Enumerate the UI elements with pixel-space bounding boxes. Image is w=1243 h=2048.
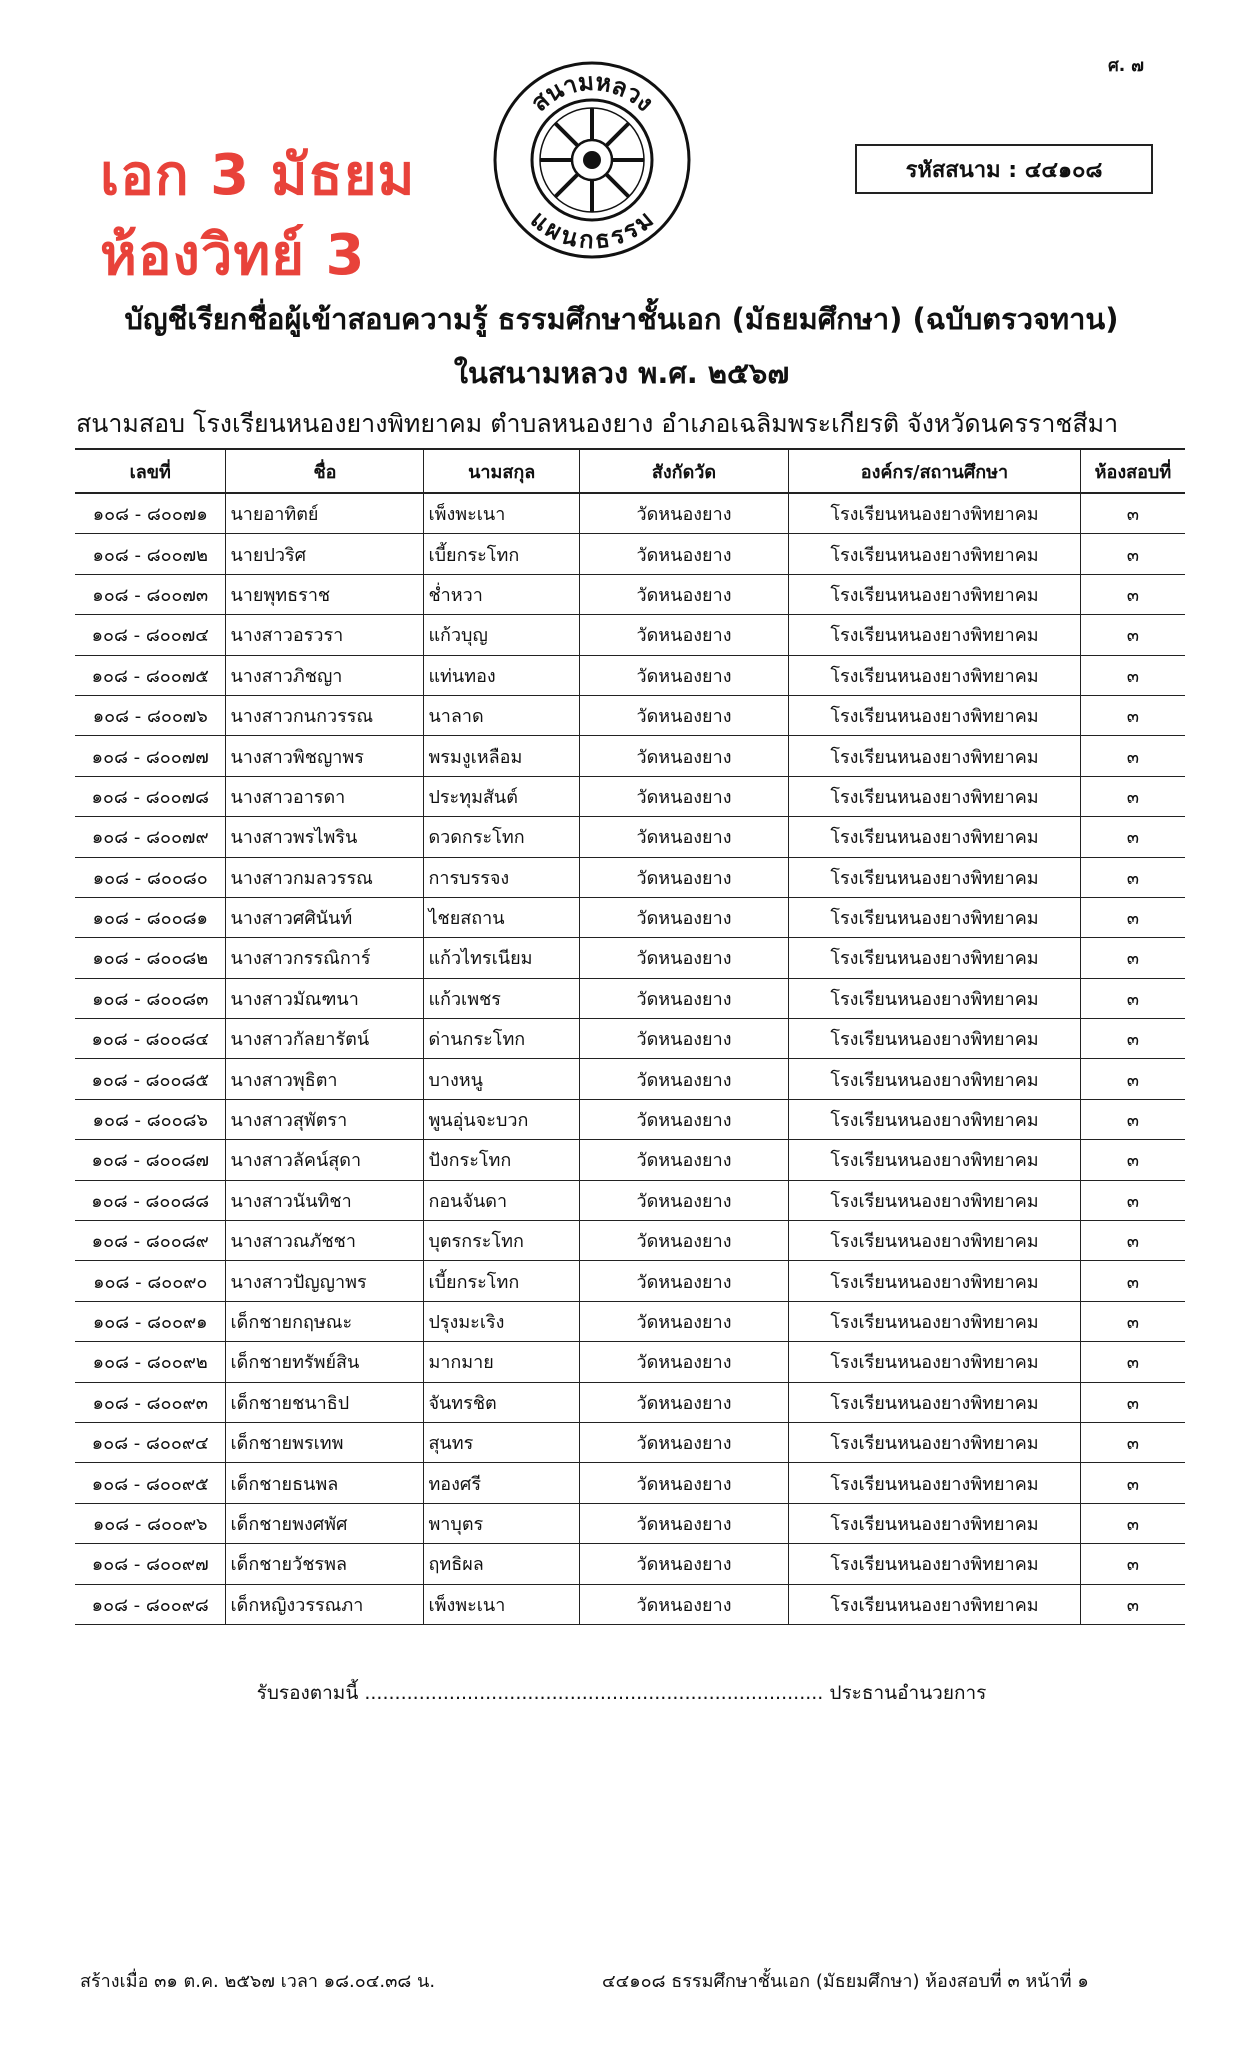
cell-temple: วัดหนองยาง <box>579 1059 788 1099</box>
cell-first-name: นายปวริศ <box>226 534 424 574</box>
cell-temple: วัดหนองยาง <box>579 1019 788 1059</box>
cell-last-name: พาบุตร <box>424 1503 580 1543</box>
table-row <box>75 1544 1185 1584</box>
cell-last-name: พูนอุ่นจะบวก <box>424 1099 580 1139</box>
cell-exam-room: ๓ <box>1080 1059 1185 1099</box>
cell-organization: โรงเรียนหนองยางพิทยาคม <box>789 1503 1081 1543</box>
cell-exam-room: ๓ <box>1080 655 1185 695</box>
dharma-wheel-seal-icon <box>492 60 692 260</box>
cell-exam-room: ๓ <box>1080 1261 1185 1301</box>
cell-number: ๑๐๘ - ๘๐๐๗๖ <box>75 695 226 735</box>
created-timestamp: สร้างเมื่อ ๓๑ ต.ค. ๒๕๖๗ เวลา ๑๘.๐๔.๓๘ น. <box>80 1971 436 1992</box>
cell-number: ๑๐๘ - ๘๐๐๗๘ <box>75 776 226 816</box>
cell-temple: วัดหนองยาง <box>579 1463 788 1503</box>
cell-organization: โรงเรียนหนองยางพิทยาคม <box>789 1382 1081 1422</box>
svg-text:สนามหลวง: สนามหลวง <box>525 67 659 118</box>
cell-temple: วัดหนองยาง <box>579 1342 788 1382</box>
cell-last-name: เบี้ยกระโทก <box>424 534 580 574</box>
cell-last-name: ฤทธิผล <box>424 1544 580 1584</box>
cell-first-name: นางสาวกมลวรรณ <box>226 857 424 897</box>
cell-organization: โรงเรียนหนองยางพิทยาคม <box>789 534 1081 574</box>
cell-number: ๑๐๘ - ๘๐๐๗๒ <box>75 534 226 574</box>
table-row <box>75 857 1185 897</box>
handwritten-annotation-line2: ห้องวิทย์ 3 <box>100 223 366 288</box>
cell-first-name: นางสาวปัญญาพร <box>226 1261 424 1301</box>
cell-exam-room: ๓ <box>1080 736 1185 776</box>
table-row <box>75 1422 1185 1462</box>
cell-organization: โรงเรียนหนองยางพิทยาคม <box>789 1180 1081 1220</box>
cell-temple: วัดหนองยาง <box>579 1544 788 1584</box>
cell-last-name: บุตรกระโทก <box>424 1221 580 1261</box>
table-row <box>75 1261 1185 1301</box>
cell-number: ๑๐๘ - ๘๐๐๙๐ <box>75 1261 226 1301</box>
cell-exam-room: ๓ <box>1080 1099 1185 1139</box>
cell-last-name: การบรรจง <box>424 857 580 897</box>
cell-organization: โรงเรียนหนองยางพิทยาคม <box>789 978 1081 1018</box>
cell-first-name: นายอาทิตย์ <box>226 493 424 534</box>
cell-temple: วัดหนองยาง <box>579 1382 788 1422</box>
cell-temple: วัดหนองยาง <box>579 817 788 857</box>
cell-exam-room: ๓ <box>1080 1584 1185 1624</box>
column-header-last-name: นามสกุล <box>424 449 580 493</box>
table-row <box>75 1342 1185 1382</box>
cell-organization: โรงเรียนหนองยางพิทยาคม <box>789 897 1081 937</box>
cell-last-name: เพ็งพะเนา <box>424 493 580 534</box>
cell-number: ๑๐๘ - ๘๐๐๗๗ <box>75 736 226 776</box>
cell-number: ๑๐๘ - ๘๐๐๘๖ <box>75 1099 226 1139</box>
cell-first-name: เด็กชายทรัพย์สิน <box>226 1342 424 1382</box>
cell-temple: วัดหนองยาง <box>579 1422 788 1462</box>
cell-organization: โรงเรียนหนองยางพิทยาคม <box>789 615 1081 655</box>
cell-exam-room: ๓ <box>1080 1342 1185 1382</box>
cell-temple: วัดหนองยาง <box>579 776 788 816</box>
cell-last-name: แก้วเพชร <box>424 978 580 1018</box>
cell-temple: วัดหนองยาง <box>579 978 788 1018</box>
table-row <box>75 736 1185 776</box>
cell-temple: วัดหนองยาง <box>579 1301 788 1341</box>
cell-organization: โรงเรียนหนองยางพิทยาคม <box>789 1342 1081 1382</box>
cell-last-name: มากมาย <box>424 1342 580 1382</box>
cell-last-name: แก้วบุญ <box>424 615 580 655</box>
cell-first-name: นางสาวมัณฑนา <box>226 978 424 1018</box>
cell-exam-room: ๓ <box>1080 574 1185 614</box>
cell-exam-room: ๓ <box>1080 776 1185 816</box>
cell-exam-room: ๓ <box>1080 1221 1185 1261</box>
cell-last-name: ไชยสถาน <box>424 897 580 937</box>
document-subtitle: ในสนามหลวง พ.ศ. ๒๕๖๗ <box>453 356 790 390</box>
cell-number: ๑๐๘ - ๘๐๐๙๗ <box>75 1544 226 1584</box>
table-row <box>75 1140 1185 1180</box>
cell-first-name: นางสาวลัคน์สุดา <box>226 1140 424 1180</box>
cell-organization: โรงเรียนหนองยางพิทยาคม <box>789 817 1081 857</box>
cell-organization: โรงเรียนหนองยางพิทยาคม <box>789 1584 1081 1624</box>
cell-first-name: เด็กชายชนาธิป <box>226 1382 424 1422</box>
cell-first-name: นางสาวอรวรา <box>226 615 424 655</box>
table-row <box>75 1301 1185 1341</box>
handwritten-annotation-line1: เอก 3 มัธยม <box>100 143 416 208</box>
cell-organization: โรงเรียนหนองยางพิทยาคม <box>789 1422 1081 1462</box>
cell-temple: วัดหนองยาง <box>579 615 788 655</box>
candidate-roster-table <box>75 448 1185 1625</box>
column-header-number: เลขที่ <box>75 449 226 493</box>
cell-temple: วัดหนองยาง <box>579 1099 788 1139</box>
cell-temple: วัดหนองยาง <box>579 1584 788 1624</box>
cell-organization: โรงเรียนหนองยางพิทยาคม <box>789 938 1081 978</box>
cell-temple: วัดหนองยาง <box>579 736 788 776</box>
cell-last-name: ด่านกระโทก <box>424 1019 580 1059</box>
cell-number: ๑๐๘ - ๘๐๐๗๕ <box>75 655 226 695</box>
cell-first-name: นางสาวสุพัตรา <box>226 1099 424 1139</box>
cell-last-name: ปังกระโทก <box>424 1140 580 1180</box>
cell-last-name: พรมงูเหลือม <box>424 736 580 776</box>
cell-organization: โรงเรียนหนองยางพิทยาคม <box>789 857 1081 897</box>
cell-first-name: เด็กหญิงวรรณภา <box>226 1584 424 1624</box>
table-row <box>75 1584 1185 1624</box>
cell-first-name: นางสาวพิชญาพร <box>226 736 424 776</box>
cell-first-name: เด็กชายธนพล <box>226 1463 424 1503</box>
cell-temple: วัดหนองยาง <box>579 1503 788 1543</box>
cell-number: ๑๐๘ - ๘๐๐๘๗ <box>75 1140 226 1180</box>
column-header-first-name: ชื่อ <box>226 449 424 493</box>
cell-organization: โรงเรียนหนองยางพิทยาคม <box>789 1463 1081 1503</box>
table-header-row <box>75 449 1185 493</box>
cell-organization: โรงเรียนหนองยางพิทยาคม <box>789 655 1081 695</box>
cell-exam-room: ๓ <box>1080 817 1185 857</box>
cell-organization: โรงเรียนหนองยางพิทยาคม <box>789 736 1081 776</box>
cell-last-name: ประทุมสันต์ <box>424 776 580 816</box>
table-row <box>75 1382 1185 1422</box>
table-row <box>75 695 1185 735</box>
cell-organization: โรงเรียนหนองยางพิทยาคม <box>789 776 1081 816</box>
cell-organization: โรงเรียนหนองยางพิทยาคม <box>789 1261 1081 1301</box>
page-footer-info: ๔๔๑๐๘ ธรรมศึกษาชั้นเอก (มัธยมศึกษา) ห้องสอบที่ ๓ หน้าที่ ๑ <box>602 1971 1089 1992</box>
cell-number: ๑๐๘ - ๘๐๐๘๑ <box>75 897 226 937</box>
table-row <box>75 574 1185 614</box>
form-code: ศ. ๗ <box>1108 56 1144 76</box>
table-row <box>75 1059 1185 1099</box>
table-row <box>75 817 1185 857</box>
table-row <box>75 493 1185 534</box>
cell-temple: วัดหนองยาง <box>579 938 788 978</box>
cell-temple: วัดหนองยาง <box>579 695 788 735</box>
cell-exam-room: ๓ <box>1080 1422 1185 1462</box>
cell-first-name: นางสาวกรรณิการ์ <box>226 938 424 978</box>
cell-exam-room: ๓ <box>1080 493 1185 534</box>
cell-temple: วัดหนองยาง <box>579 1180 788 1220</box>
table-row <box>75 1463 1185 1503</box>
cell-organization: โรงเรียนหนองยางพิทยาคม <box>789 1099 1081 1139</box>
table-row <box>75 1221 1185 1261</box>
cell-exam-room: ๓ <box>1080 938 1185 978</box>
cell-number: ๑๐๘ - ๘๐๐๙๔ <box>75 1422 226 1462</box>
table-row <box>75 776 1185 816</box>
cell-organization: โรงเรียนหนองยางพิทยาคม <box>789 1221 1081 1261</box>
cell-exam-room: ๓ <box>1080 1503 1185 1543</box>
cell-organization: โรงเรียนหนองยางพิทยาคม <box>789 1140 1081 1180</box>
cell-exam-room: ๓ <box>1080 857 1185 897</box>
cell-first-name: นางสาวกัลยารัตน์ <box>226 1019 424 1059</box>
cell-temple: วัดหนองยาง <box>579 574 788 614</box>
cell-exam-room: ๓ <box>1080 1019 1185 1059</box>
cell-number: ๑๐๘ - ๘๐๐๙๒ <box>75 1342 226 1382</box>
cell-number: ๑๐๘ - ๘๐๐๙๑ <box>75 1301 226 1341</box>
cell-number: ๑๐๘ - ๘๐๐๙๕ <box>75 1463 226 1503</box>
cell-temple: วัดหนองยาง <box>579 1221 788 1261</box>
cell-exam-room: ๓ <box>1080 1463 1185 1503</box>
column-header-temple: สังกัดวัด <box>579 449 788 493</box>
cell-exam-room: ๓ <box>1080 534 1185 574</box>
cell-organization: โรงเรียนหนองยางพิทยาคม <box>789 1544 1081 1584</box>
cell-last-name: ช่ำหวา <box>424 574 580 614</box>
cell-number: ๑๐๘ - ๘๐๐๘๐ <box>75 857 226 897</box>
cell-last-name: บางหนู <box>424 1059 580 1099</box>
table-row <box>75 938 1185 978</box>
cell-first-name: นางสาวศศินันท์ <box>226 897 424 937</box>
cell-number: ๑๐๘ - ๘๐๐๘๓ <box>75 978 226 1018</box>
certification-line: รับรองตามนี้ ............................................................................ ประธานอำนวยการ <box>256 1682 987 1704</box>
cell-organization: โรงเรียนหนองยางพิทยาคม <box>789 695 1081 735</box>
cell-first-name: นางสาวภิชญา <box>226 655 424 695</box>
cell-number: ๑๐๘ - ๘๐๐๙๖ <box>75 1503 226 1543</box>
cell-last-name: แท่นทอง <box>424 655 580 695</box>
table-row <box>75 1180 1185 1220</box>
cell-number: ๑๐๘ - ๘๐๐๗๙ <box>75 817 226 857</box>
cell-last-name: ดวดกระโทก <box>424 817 580 857</box>
table-row <box>75 655 1185 695</box>
cell-first-name: นางสาวอารดา <box>226 776 424 816</box>
cell-first-name: เด็กชายกฤษณะ <box>226 1301 424 1341</box>
cell-organization: โรงเรียนหนองยางพิทยาคม <box>789 1019 1081 1059</box>
cell-last-name: ปรุงมะเริง <box>424 1301 580 1341</box>
table-row <box>75 1099 1185 1139</box>
cell-exam-room: ๓ <box>1080 615 1185 655</box>
table-row <box>75 534 1185 574</box>
cell-temple: วัดหนองยาง <box>579 1261 788 1301</box>
sanam-luang-seal-logo <box>492 60 692 260</box>
cell-last-name: สุนทร <box>424 1422 580 1462</box>
cell-first-name: นางสาวพรไพริน <box>226 817 424 857</box>
cell-temple: วัดหนองยาง <box>579 897 788 937</box>
cell-number: ๑๐๘ - ๘๐๐๗๑ <box>75 493 226 534</box>
cell-exam-room: ๓ <box>1080 978 1185 1018</box>
cell-organization: โรงเรียนหนองยางพิทยาคม <box>789 574 1081 614</box>
table-row <box>75 1503 1185 1543</box>
cell-first-name: เด็กชายพงศพัศ <box>226 1503 424 1543</box>
table-row <box>75 897 1185 937</box>
cell-first-name: นายพุทธราช <box>226 574 424 614</box>
cell-number: ๑๐๘ - ๘๐๐๙๘ <box>75 1584 226 1624</box>
venue-code-box <box>855 144 1153 194</box>
cell-number: ๑๐๘ - ๘๐๐๙๓ <box>75 1382 226 1422</box>
cell-last-name: แก้วไทรเนียม <box>424 938 580 978</box>
cell-temple: วัดหนองยาง <box>579 655 788 695</box>
venue-code: รหัสสนาม : ๔๔๑๐๘ <box>905 157 1103 183</box>
cell-organization: โรงเรียนหนองยางพิทยาคม <box>789 1301 1081 1341</box>
cell-last-name: ทองศรี <box>424 1463 580 1503</box>
column-header-exam-room: ห้องสอบที่ <box>1080 449 1185 493</box>
column-header-organization: องค์กร/สถานศึกษา <box>789 449 1081 493</box>
cell-exam-room: ๓ <box>1080 1544 1185 1584</box>
cell-organization: โรงเรียนหนองยางพิทยาคม <box>789 493 1081 534</box>
cell-last-name: เพ็งพะเนา <box>424 1584 580 1624</box>
cell-exam-room: ๓ <box>1080 1180 1185 1220</box>
cell-number: ๑๐๘ - ๘๐๐๗๓ <box>75 574 226 614</box>
cell-first-name: เด็กชายพรเทพ <box>226 1422 424 1462</box>
cell-exam-room: ๓ <box>1080 1301 1185 1341</box>
table-row <box>75 1019 1185 1059</box>
cell-number: ๑๐๘ - ๘๐๐๘๔ <box>75 1019 226 1059</box>
cell-number: ๑๐๘ - ๘๐๐๗๔ <box>75 615 226 655</box>
exam-venue-line: สนามสอบ โรงเรียนหนองยางพิทยาคม ตำบลหนองยาง อำเภอเฉลิมพระเกียรติ จังหวัดนครราชสีมา <box>76 409 1119 438</box>
cell-temple: วัดหนองยาง <box>579 534 788 574</box>
cell-number: ๑๐๘ - ๘๐๐๘๘ <box>75 1180 226 1220</box>
cell-temple: วัดหนองยาง <box>579 857 788 897</box>
cell-exam-room: ๓ <box>1080 1140 1185 1180</box>
cell-last-name: กอนจันดา <box>424 1180 580 1220</box>
cell-number: ๑๐๘ - ๘๐๐๘๙ <box>75 1221 226 1261</box>
cell-first-name: นางสาวกนกวรรณ <box>226 695 424 735</box>
cell-first-name: เด็กชายวัชรพล <box>226 1544 424 1584</box>
cell-first-name: นางสาวพุธิตา <box>226 1059 424 1099</box>
cell-exam-room: ๓ <box>1080 1382 1185 1422</box>
cell-temple: วัดหนองยาง <box>579 493 788 534</box>
cell-last-name: เบี้ยกระโทก <box>424 1261 580 1301</box>
cell-first-name: นางสาวนันทิชา <box>226 1180 424 1220</box>
cell-number: ๑๐๘ - ๘๐๐๘๕ <box>75 1059 226 1099</box>
cell-organization: โรงเรียนหนองยางพิทยาคม <box>789 1059 1081 1099</box>
table-row <box>75 615 1185 655</box>
svg-text:แผนกธรรม: แผนกธรรม <box>525 205 659 255</box>
cell-exam-room: ๓ <box>1080 695 1185 735</box>
cell-last-name: นาลาด <box>424 695 580 735</box>
cell-number: ๑๐๘ - ๘๐๐๘๒ <box>75 938 226 978</box>
document-title: บัญชีเรียกชื่อผู้เข้าสอบความรู้ ธรรมศึกษาชั้นเอก (มัธยมศึกษา) (ฉบับตรวจทาน) <box>124 302 1119 336</box>
cell-first-name: นางสาวณภัชชา <box>226 1221 424 1261</box>
cell-last-name: จันทรชิต <box>424 1382 580 1422</box>
cell-exam-room: ๓ <box>1080 897 1185 937</box>
cell-temple: วัดหนองยาง <box>579 1140 788 1180</box>
table-row <box>75 978 1185 1018</box>
